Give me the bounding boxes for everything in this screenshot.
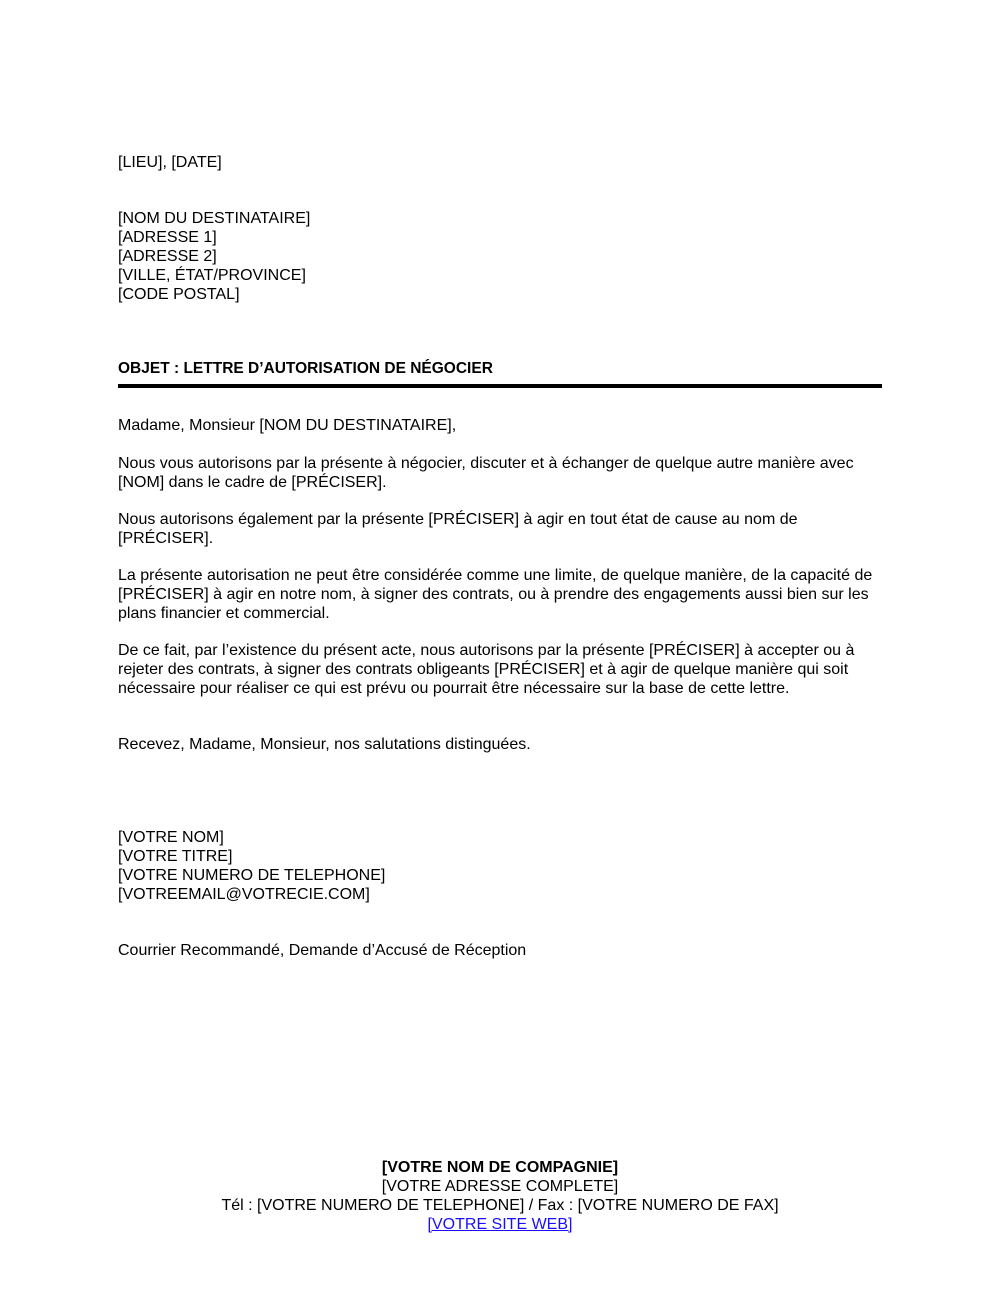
footer-company-name: [VOTRE NOM DE COMPAGNIE] — [381, 1159, 619, 1176]
footer-address: [VOTRE ADRESSE COMPLETE] — [381, 1178, 619, 1195]
signer-title: [VOTRE TITRE] — [118, 848, 233, 865]
footer-website-link[interactable]: [VOTRE SITE WEB] — [427, 1216, 573, 1233]
recipient-address-2: [ADRESSE 2] — [118, 248, 217, 265]
recipient-postal-code: [CODE POSTAL] — [118, 286, 240, 303]
paragraph-text: La présente autorisation ne peut être considérée comme une limite, de quelque manière, de la capacité de [PRÉCISER] à agir en notre nom, à signer des contrats, ou à prendre des engagements aussi bien sur les plans financier et commercial. — [118, 567, 873, 622]
place-date-text: [LIEU], [DATE] — [118, 154, 222, 171]
recipient-address-1: [ADRESSE 1] — [118, 229, 217, 246]
subject-divider — [118, 384, 882, 388]
footer-contact: Tél : [VOTRE NUMERO DE TELEPHONE] / Fax : [VOTRE NUMERO DE FAX] — [221, 1197, 779, 1214]
company-footer — [0, 1158, 1000, 1234]
closing-formula: Recevez, Madame, Monsieur, nos salutations distinguées. — [118, 736, 531, 753]
paragraph-text: Nous autorisons également par la présente [PRÉCISER] à agir en tout état de cause au nom de [PRÉCISER]. — [118, 511, 798, 547]
body-paragraph-2 — [118, 510, 884, 548]
recipient-address — [118, 209, 884, 304]
body-paragraph-1 — [118, 454, 884, 492]
recipient-name: [NOM DU DESTINATAIRE] — [118, 210, 311, 227]
signer-phone: [VOTRE NUMERO DE TELEPHONE] — [118, 867, 386, 884]
place-date — [118, 153, 884, 172]
body-paragraph-3 — [118, 566, 884, 623]
paragraph-text: Nous vous autorisons par la présente à négocier, discuter et à échanger de quelque autre manière avec [NOM] dans le cadre de [PRÉCISER]. — [118, 455, 854, 491]
signature-block — [118, 828, 884, 904]
delivery-note: Courrier Recommandé, Demande d’Accusé de Réception — [118, 942, 527, 959]
body-paragraph-4 — [118, 641, 884, 698]
salutation: Madame, Monsieur [NOM DU DESTINATAIRE], — [118, 417, 457, 434]
subject-line: OBJET : LETTRE D’AUTORISATION DE NÉGOCIER — [118, 360, 493, 377]
recipient-city-state: [VILLE, ÉTAT/PROVINCE] — [118, 267, 306, 284]
signer-name: [VOTRE NOM] — [118, 829, 224, 846]
paragraph-text: De ce fait, par l’existence du présent acte, nous autorisons par la présente [PRÉCISER] à accepter ou à rejeter des contrats, à signer des contrats obligeants [PRÉCISER] et à agir de quelque manière qui soit nécessaire pour réaliser ce qui est prévu ou pourrait être nécessaire sur la base de cette lettre. — [118, 642, 855, 697]
signer-email: [VOTREEMAIL@VOTRECIE.COM] — [118, 886, 370, 903]
